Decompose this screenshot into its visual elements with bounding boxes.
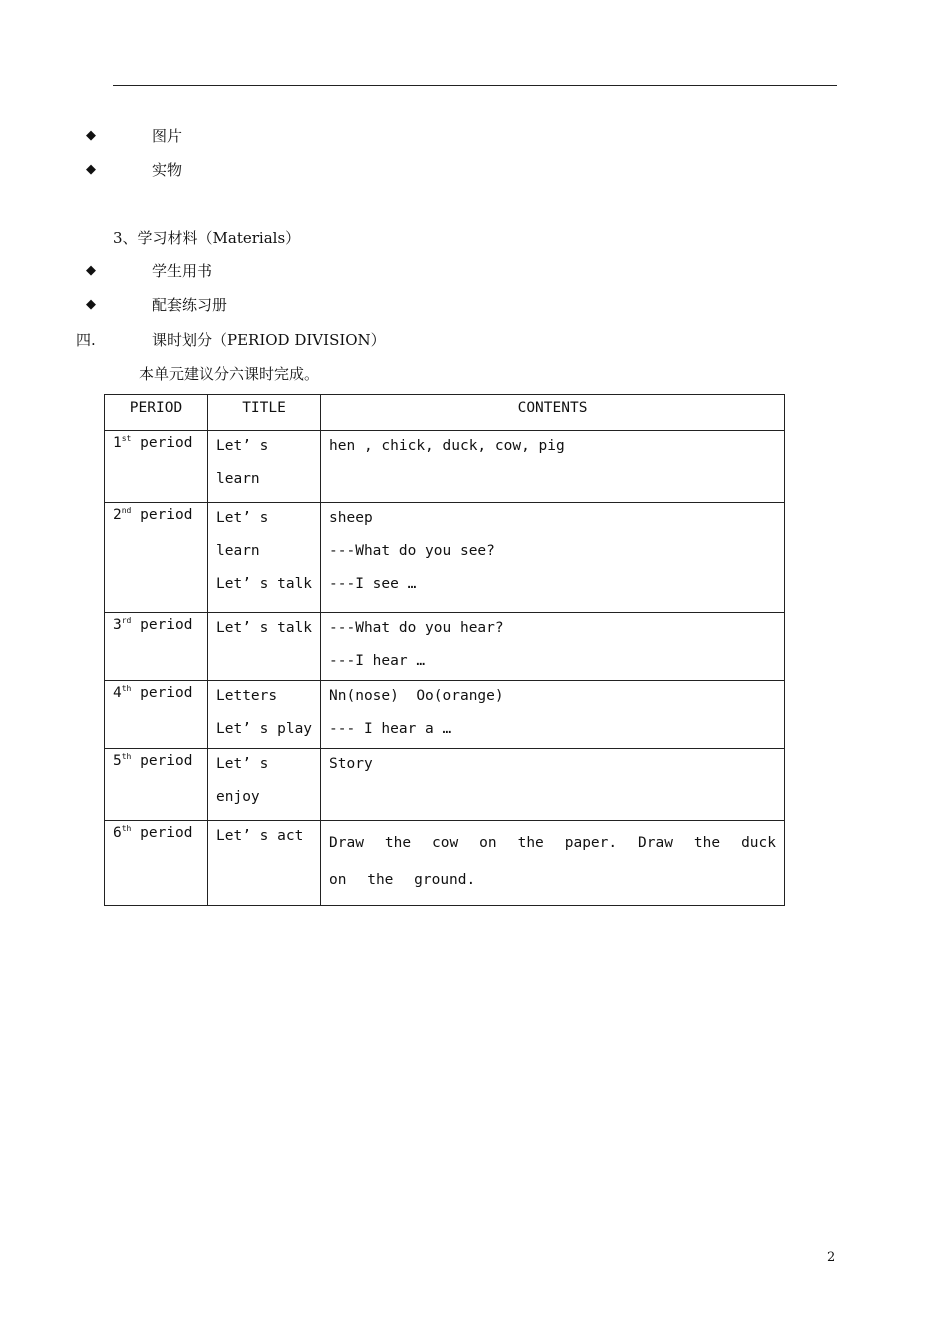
title-cell: Let’ s talk — [208, 613, 321, 681]
title-cell: Let’ s learn — [208, 431, 321, 503]
contents-cell: Draw the cow on the paper. Draw the duck on the ground. — [321, 821, 785, 906]
section-intro: 本单元建议分六课时完成。 — [139, 365, 320, 383]
table-row — [105, 503, 785, 613]
column-header-period: PERIOD — [105, 395, 208, 431]
table-row — [105, 431, 785, 503]
period-cell: 1st period — [105, 431, 208, 503]
contents-cell: Story — [321, 749, 785, 821]
contents-cell: ---What do you hear? ---I hear … — [321, 613, 785, 681]
title-cell: Let’ s learn Let’ s talk — [208, 503, 321, 613]
materials-heading: 3、学习材料（Materials） — [113, 229, 301, 247]
diamond-bullet-icon: ◆ — [86, 162, 96, 177]
period-cell: 5th period — [105, 749, 208, 821]
contents-cell: hen , chick, duck, cow, pig — [321, 431, 785, 503]
diamond-bullet-icon: ◆ — [86, 128, 96, 143]
column-header-title: TITLE — [208, 395, 321, 431]
period-cell: 3rd period — [105, 613, 208, 681]
table-row — [105, 821, 785, 906]
diamond-bullet-icon: ◆ — [86, 263, 96, 278]
contents-cell: sheep ---What do you see? ---I see … — [321, 503, 785, 613]
table-row — [105, 613, 785, 681]
title-cell: Let’ s act — [208, 821, 321, 906]
period-division-table — [104, 394, 785, 906]
resource-item: 图片 — [152, 127, 183, 145]
page-number: 2 — [827, 1250, 836, 1265]
table-row — [105, 749, 785, 821]
section-title: 课时划分（PERIOD DIVISION） — [152, 331, 386, 349]
table-header-row — [105, 395, 785, 431]
contents-cell: Nn(nose) Oo(orange) --- I hear a … — [321, 681, 785, 749]
header-rule — [113, 85, 837, 86]
materials-item: 学生用书 — [152, 262, 213, 280]
period-cell: 6th period — [105, 821, 208, 906]
title-cell: Let’ s enjoy — [208, 749, 321, 821]
diamond-bullet-icon: ◆ — [86, 297, 96, 312]
title-cell: Letters Let’ s play — [208, 681, 321, 749]
materials-item: 配套练习册 — [152, 296, 228, 314]
period-cell: 2nd period — [105, 503, 208, 613]
section-number: 四. — [76, 331, 96, 349]
period-cell: 4th period — [105, 681, 208, 749]
resource-item: 实物 — [152, 161, 183, 179]
column-header-contents: CONTENTS — [321, 395, 785, 431]
table-row — [105, 681, 785, 749]
